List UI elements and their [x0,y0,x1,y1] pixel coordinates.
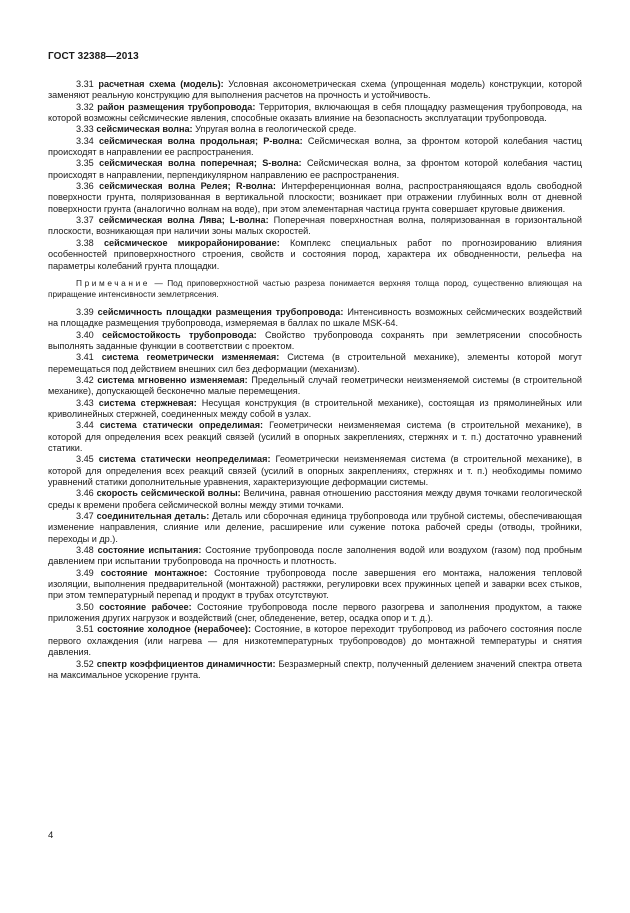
page-number: 4 [48,830,54,841]
note-text: — Под приповерхностной частью разреза понимается верхняя толща пород, существенно влияющая на приращение интенсивности землетрясения. [48,277,583,299]
entry: 3.39 сейсмичность площадки размещения трубопровода: Интенсивность возможных сейсмических воздействий на площадке размещения трубопровода, измеряемая в баллах по шкале MSK-64. [48,306,582,329]
entry: 3.44 система статически определимая: Геометрически неизменяемая система (в строительной механике), в которой для определения всех реакций связей (усилий в опорных закреплениях, стержнях и т. п.) достаточно уравнений статики. [48,420,582,453]
entry: 3.41 система геометрически изменяемая: Система (в строительной механике), элементы которой могут перемещаться под действием внешних сил без деформации (механизм). [48,352,582,374]
entry: 3.36 сейсмическая волна Релея; R-волна: Интерференционная волна, распространяющаяся вдоль свободной поверхности грунта, поляризованная в вертикальной плоскости; возникает при отражении глубинных волн от дневной поверхности грунта (аналогично волнам на воде), при этом элементарная частица грунта совершает круговые движения. [48,181,582,214]
entry: 3.42 система мгновенно изменяемая: Предельный случай геометрически неизменяемой системы (в строительной механике), допускающей бесконечно малые перемещения. [48,374,582,397]
entry: 3.31 расчетная схема (модель): Условная аксонометрическая схема (упрощенная модель) конструкции, которой заменяют реальную конструкцию для выполнения расчетов на прочность и устойчивость. [48,79,583,101]
entry: 3.51 состояние холодное (нерабочее): Состояние, в которое переходит трубопровод из рабочего состояния после первого охлаждения (или нагрева — для низкотемпературных трубопроводов) до монтажной температуры и снятия давления. [48,624,583,658]
entry: 3.35 сейсмическая волна поперечная; S-волна: Сейсмическая волна, за фронтом которой колебания частиц происходят в направлении, перпендикулярном направлению ее распространения. [48,158,582,180]
entry: 3.48 состояние испытания: Состояние трубопровода после заполнения водой или воздухом (газом) под пробным давлением при испытании трубопровода на прочность и плотность. [48,545,583,567]
note-label: Примечание [76,277,151,288]
entry: 3.37 сейсмическая волна Лява; L-волна: Поперечная поверхностная волна, поляризованная в горизонтальной плоскости, возникающая при наличии зоны малых скоростей. [48,215,582,237]
note [48,278,582,300]
document-header: ГОСТ 32388—2013 [48,51,139,62]
entry: 3.49 состояние монтажное: Состояние трубопровода после завершения его монтажа, наложения тепловой изоляции, выполнения предварительной (монтажной) растяжки, регулировки всех пружинных цепей и заварки всех стыков, при этом температурный перепад и продукт в трубах отсутствуют. [48,567,582,601]
entry: 3.43 система стержневая: Несущая конструкция (в строительной механике), состоящая из прямолинейных или криволинейных стержней, соединенных между собой в узлах. [48,397,582,419]
entry: 3.38 сейсмическое микрорайонирование: Комплекс специальных работ по прогнозированию влияния особенностей приповерхностного строения, свойств и состояния пород, характера их обводненности, рельефа на параметры колебаний грунта площадки. [48,237,582,271]
entry: 3.34 сейсмическая волна продольная; Р-волна: Сейсмическая волна, за фронтом которой колебания частиц происходят в направлении ее распространения. [48,135,582,158]
entry: 3.45 система статически неопределимая: Геометрически неизменяемая система (в строительной механике), в которой для определения всех реакций связей (усилий в опорных закреплениях, стержнях и т. п.) необходимы помимо уравнений статики дополнительные уравнения, характеризующие деформации системы. [48,454,583,487]
entry: 3.47 соединительная деталь: Деталь или сборочная единица трубопровода или трубной системы, обеспечивающая изменение направления, слияние или деление, расширение или сужение потока рабочей среды (отводы, тройники, переходы и др.). [48,511,582,544]
entry: 3.40 сейсмостойкость трубопровода: Свойство трубопровода сохранять при землетрясении способность выполнять заданные функции в соответствии с проектом. [48,329,582,351]
page-content [48,79,582,681]
entry: 3.46 скорость сейсмической волны: Величина, равная отношению расстояния между двумя точками геологической среды к времени пробега сейсмической волны между этими точками. [48,488,582,510]
entry: 3.52 спектр коэффициентов динамичности: Безразмерный спектр, полученный делением значений спектра ответа на максимальное ускорение грунта. [48,658,582,680]
entry: 3.32 район размещения трубопровода: Территория, включающая в себя площадку размещения трубопровода, на которой возможны сейсмические явления, способные оказать влияние на безопасность эксплуатации трубопровода. [48,101,582,124]
entry: 3.50 состояние рабочее: Состояние трубопровода после первого разогрева и заполнения продуктом, а также приложения других нагрузок и воздействий (снег, обледенение, ветер, осадка опор и т. д.). [48,601,582,624]
entry: 3.33 сейсмическая волна: Упругая волна в геологической среде. [76,124,357,135]
